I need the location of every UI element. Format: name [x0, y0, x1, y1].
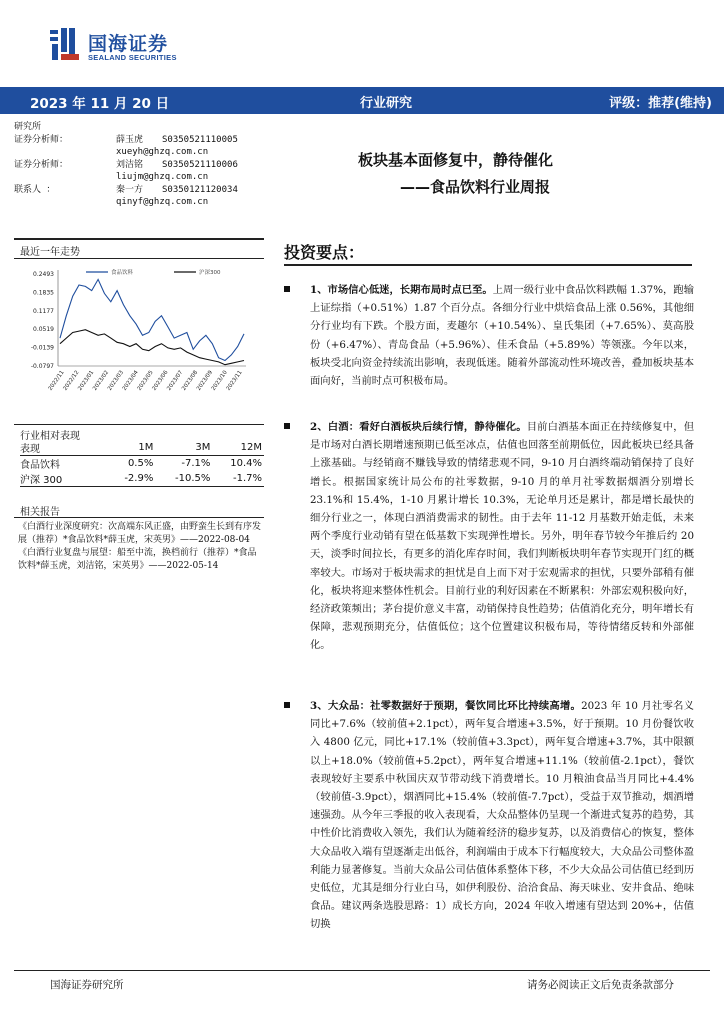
investment-point-3	[284, 697, 694, 934]
logo-chinese-name: 国海证券	[88, 33, 169, 55]
y-tick-label: 0.2493	[33, 271, 54, 278]
col-header: 3M	[155, 440, 212, 456]
point-text: 上周一级行业中食品饮料跌幅 1.37%，跑输上证综指（+0.51%）1.87 个百分点。各细分行业中烘焙食品上涨 0.56%，其他细分行业均有下跌。个股方面，麦趣尔（+10.54%）、皇氏集团（+7.65%）、莫高股份（+6.47%）、青岛食品（+5.96%）、佳禾食品（+5.89%）等领涨。今年以来，板块受北向资金持续流出影响，表现低迷。随着外部流动性环境改善，叠加板块基本面向好，当前时点可积极布局。	[310, 284, 694, 388]
y-tick-label: -0.0139	[30, 344, 54, 352]
footer-rule	[14, 970, 710, 971]
author-row	[14, 196, 264, 209]
investment-point-1	[284, 281, 694, 390]
legend-label: 沪深300	[199, 270, 221, 276]
col-header: 1M	[108, 440, 155, 456]
perf-top-rule	[14, 424, 264, 425]
perf-heading: 行业相对表现	[20, 431, 80, 442]
point-lead: 3、大众品：社零数据好于预期，餐饮同比环比持续高增。	[310, 700, 582, 712]
x-tick-label: 2023/06	[151, 369, 170, 392]
performance-table	[20, 440, 264, 487]
author-email[interactable]: xueyh@ghzq.com.cn	[116, 147, 209, 157]
sidebar-top-rule	[14, 238, 264, 240]
author-role: 联系人 ：	[14, 184, 56, 195]
table-row	[20, 471, 264, 487]
author-email[interactable]: qinyf@ghzq.com.cn	[116, 197, 209, 207]
author-role: 证券分析师：	[14, 159, 69, 170]
col-header: 表现	[20, 440, 108, 456]
author-role: 证券分析师：	[14, 134, 69, 145]
related-reports-rule	[14, 517, 264, 518]
investment-highlights-heading: 投资要点：	[284, 243, 365, 262]
cell-3m: -7.1%	[181, 458, 211, 469]
author-name: 刘洁铭	[116, 159, 144, 170]
author-row	[14, 159, 264, 172]
logo-english-name: SEALAND SECURITIES	[88, 53, 177, 62]
point-lead: 1、市场信心低迷，长期布局时点已至。	[310, 284, 493, 296]
footer-disclaimer[interactable]: 请务必阅读正文后免责条款部分	[527, 979, 674, 991]
bullet-square-icon	[284, 423, 290, 429]
x-tick-label: 2022/12	[62, 369, 81, 392]
x-tick-label: 2023/11	[225, 369, 244, 392]
row-name: 沪深 300	[20, 471, 108, 487]
x-tick-label: 2023/03	[106, 369, 125, 392]
investment-heading-rule	[284, 264, 692, 266]
author-name: 薛玉虎	[116, 134, 144, 145]
col-header: 12M	[212, 440, 264, 456]
x-tick-label: 2023/09	[195, 369, 214, 392]
x-tick-label: 2023/07	[166, 369, 185, 392]
table-row	[20, 456, 264, 472]
header-banner	[0, 87, 724, 114]
institute-label: 研究所	[14, 122, 42, 132]
y-tick-label: 0.1835	[33, 289, 54, 297]
x-tick-label: 2023/02	[92, 369, 111, 392]
related-reports-list	[18, 521, 264, 573]
cell-12m: 10.4%	[230, 458, 262, 469]
y-tick-label: -0.0797	[30, 363, 54, 370]
x-tick-label: 2023/10	[210, 369, 229, 392]
sealand-logo-mark-icon	[48, 26, 82, 64]
trend-heading: 最近一年走势	[20, 247, 80, 258]
report-title: 板块基本面修复中，静待催化	[358, 151, 554, 169]
point-text: 目前白酒基本面正在持续修复中，但是市场对白酒长期增速预期已低至冰点，估值也回落至前期低位，因此板块已经具备上涨基础。与经销商不赚钱导致的情绪悲观不同，9-10 月白酒终端动销保持了良好增长。根据国家统计局公布的社零数据，9-10 月的单月社零数据烟酒分别增长23.1%和 15.4%，1-10 月累计增长 10.3%，无论单月还是累计，都是增长最快的细分行业之一，体现白酒消费需求的韧性。由于去年 11-12 月基数开始走低，未来两个季度行业动销有望在低基数下实现弹性增长。另外，明年春节较今年推后约 20 天，淡季时间拉长，有更多的消化库存时间，我们判断板块明年春节实现开门红的概率较大。市场对于板块需求的担忧是自上而下对于宏观需求的担忧，只要外部稍有催化，板块将迎来整体性机会。目前行业的利好因素在不断累积：外部宏观积极向好，经济政策频出；茅台提价意义丰富，动销保持良性趋势；估值消化充分，明年增长有保障，悲观预期充分，估值低位；这个位置建议积极布局，等待情绪反转和外部催化。	[310, 421, 694, 652]
point-lead: 2、白酒：看好白酒板块后续行情，静待催化。	[310, 421, 527, 433]
x-tick-label: 2023/08	[181, 369, 200, 392]
cell-1m: -2.9%	[108, 471, 155, 487]
series-line-csi300	[60, 330, 244, 365]
trend-heading-rule	[14, 258, 264, 259]
x-tick-label: 2023/05	[136, 369, 155, 392]
author-row	[14, 171, 264, 184]
sealand-logo	[48, 26, 188, 66]
footer-institute: 国海证券研究所	[50, 979, 124, 991]
related-report-item[interactable]: 《白酒行业深度研究：次高端东风正盛，由野蛮生长到有序发展（推荐）*食品饮料*薛玉虎，宋英男》——2022-08-04	[18, 522, 262, 545]
related-report-item[interactable]: 《白酒行业复盘与展望：船至中流，换档前行（推荐）*食品饮料*薛玉虎，刘洁铭，宋英男》——2022-05-14	[18, 548, 257, 571]
author-row	[14, 134, 264, 147]
author-id: S0350521110006	[162, 159, 238, 170]
author-row	[14, 184, 264, 197]
report-date: 2023 年 11 月 20 日	[30, 96, 170, 112]
point-text: 2023 年 10 月社零名义同比+7.6%（较前值+2.1pct），两年复合增速+3.5%，好于预期。10 月份餐饮收入 4800 亿元，同比+17.1%（较前值+3.3pct），两年复合增速+3.7%，其中限额以上+18.0%（较前值+5.2pct），两年复合增速+11.1%（较前值-2.1pct），餐饮表现较好主要系中秋国庆双节带动线下消费增长。10 月粮油食品当月同比+4.4%（较前值-3.9pct），烟酒同比+15.4%（较前值-7.7pct），受益于双节推动，烟酒增速强劲。从今年三季报的收入表现看，大众品整体仍呈现一个渐进式复苏的趋势，其中性价比消费收入领先，我们认为随着经济的稳步复苏，以及消费信心的恢复，整体大众品收入端有望逐渐走出低谷，利润端由于成本下行幅度较大，大众品公司整体盈利能力显著修复。当前大众品公司估值体系整体下移，不少大众品公司估值已经到历史低位，尤其是细分行业白马，如伊利股份、洽洽食品、海天味业、安井食品、绝味食品。建议两条选股思路：1）成长方向，2024 年收入增速有望达到 20%+，估值切换	[310, 700, 694, 931]
bullet-square-icon	[284, 286, 290, 292]
report-rating: 评级：推荐(维持)	[609, 96, 712, 111]
authors-block	[14, 121, 264, 209]
x-tick-label: 2022/11	[47, 369, 66, 392]
author-email[interactable]: liujm@ghzq.com.cn	[116, 172, 209, 182]
table-header-row	[20, 440, 264, 456]
trend-chart	[14, 262, 264, 397]
author-name: 秦一方	[116, 184, 144, 195]
x-tick-label: 2023/04	[121, 369, 140, 392]
author-row	[14, 146, 264, 159]
legend-label: 食品饮料	[111, 270, 134, 276]
row-name: 食品饮料	[20, 460, 60, 471]
y-tick-label: 0.1177	[33, 307, 54, 315]
report-subtitle: ——食品饮料行业周报	[400, 178, 551, 196]
y-tick-label: 0.0519	[33, 326, 54, 334]
investment-point-2	[284, 418, 694, 655]
cell-12m: -1.7%	[212, 471, 264, 487]
related-reports-heading: 相关报告	[20, 507, 60, 518]
author-id: S0350521110005	[162, 134, 238, 145]
author-id: S0350121120034	[162, 184, 238, 195]
x-tick-label: 2023/01	[77, 369, 96, 392]
cell-1m: 0.5%	[127, 458, 154, 469]
bullet-square-icon	[284, 702, 290, 708]
cell-3m: -10.5%	[155, 471, 212, 487]
report-category: 行业研究	[360, 96, 413, 111]
